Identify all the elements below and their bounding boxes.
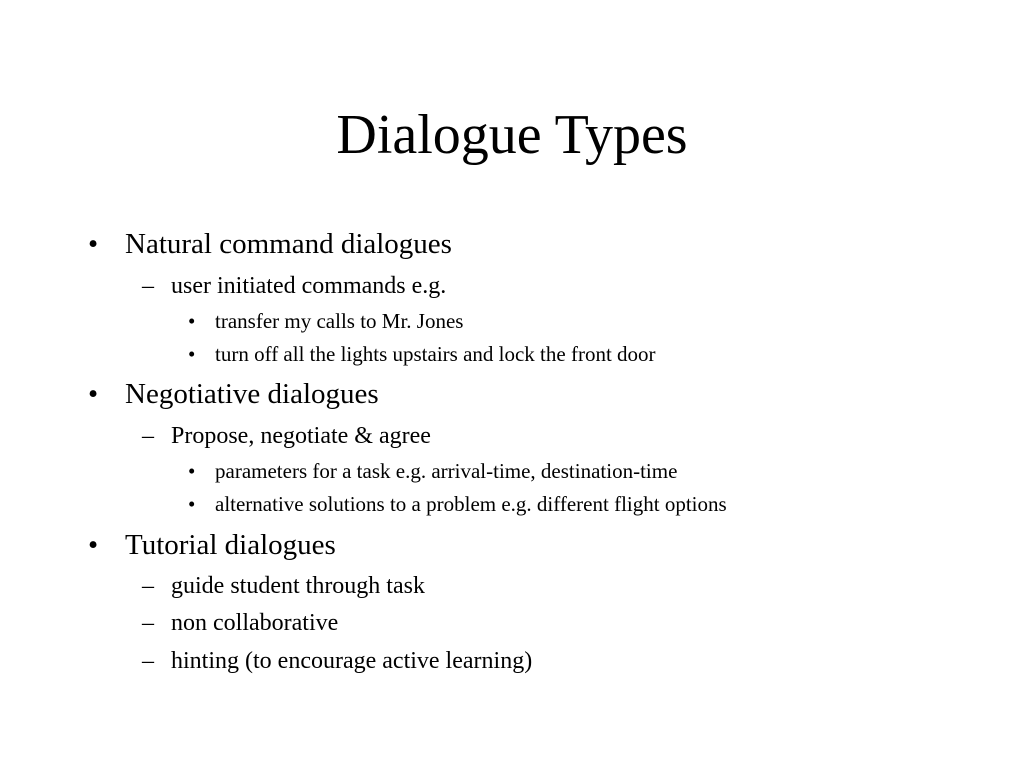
dash-marker: –	[142, 273, 154, 299]
dash-marker: –	[142, 610, 154, 636]
bullet-marker: •	[88, 228, 99, 260]
list-item-text: Propose, negotiate & agree	[171, 423, 431, 449]
bullet-marker: •	[188, 492, 196, 516]
list-item-text: turn off all the lights upstairs and lock the front door	[215, 342, 656, 366]
bullet-marker: •	[188, 342, 196, 366]
bullet-marker: •	[88, 378, 99, 410]
list-item-text: Negotiative dialogues	[125, 378, 379, 410]
list-item-text: Natural command dialogues	[125, 228, 452, 260]
list-item-text: user initiated commands e.g.	[171, 273, 447, 299]
list-item-text: hinting (to encourage active learning)	[171, 648, 533, 674]
list-item-text: parameters for a task e.g. arrival-time, destination-time	[215, 459, 678, 483]
list-item-text: transfer my calls to Mr. Jones	[215, 309, 464, 333]
bullet-marker: •	[188, 309, 196, 333]
dash-marker: –	[142, 648, 154, 674]
bullet-marker: •	[88, 529, 99, 561]
slide-title: Dialogue Types	[336, 104, 688, 166]
dash-marker: –	[142, 423, 154, 449]
list-item-text: non collaborative	[171, 610, 339, 636]
dash-marker: –	[142, 573, 154, 599]
list-item-text: guide student through task	[171, 573, 425, 599]
list-item-text: Tutorial dialogues	[125, 529, 336, 561]
list-item-text: alternative solutions to a problem e.g. different flight options	[215, 492, 727, 516]
bullet-marker: •	[188, 459, 196, 483]
